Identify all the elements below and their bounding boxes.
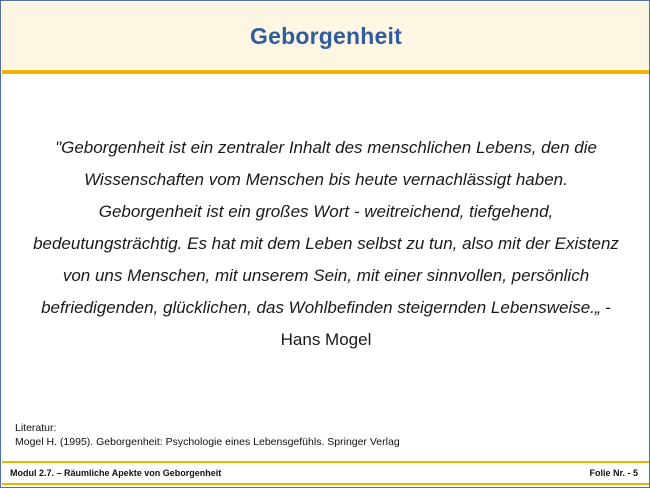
slide-footer	[2, 463, 650, 483]
quote-attribution: - Hans Mogel	[280, 298, 611, 349]
literature-note	[15, 421, 400, 449]
slide-body	[1, 74, 650, 414]
footer-module-label: Modul 2.7. – Räumliche Apekte von Geborgenheit	[10, 468, 222, 478]
page-title: Geborgenheit	[250, 22, 402, 49]
quote-block	[33, 132, 619, 356]
footer-divider-bottom	[2, 483, 650, 485]
quote-text: "Geborgenheit ist ein zentraler Inhalt des menschlichen Lebens, den die Wissenschaften vom Menschen bis heute vernachlässigt haben. Geborgenheit ist ein großes Wort - weitreichend, tiefgehend, bedeutungsträchtig. Es hat mit dem Leben selbst zu tun, also mit der Existenz von uns Menschen, mit unserem Sein, mit einer sinnvollen, persönlich befriedigenden, glücklichen, das Wohlbefinden steigernden Lebensweise.„	[33, 138, 619, 317]
slide-header	[2, 2, 650, 70]
footer-slide-number: Folie Nr. - 5	[589, 468, 638, 478]
literature-entry: Mogel H. (1995). Geborgenheit: Psychologie eines Lebensgefühls. Springer Verlag	[15, 436, 400, 448]
literature-label: Literatur:	[15, 422, 57, 434]
